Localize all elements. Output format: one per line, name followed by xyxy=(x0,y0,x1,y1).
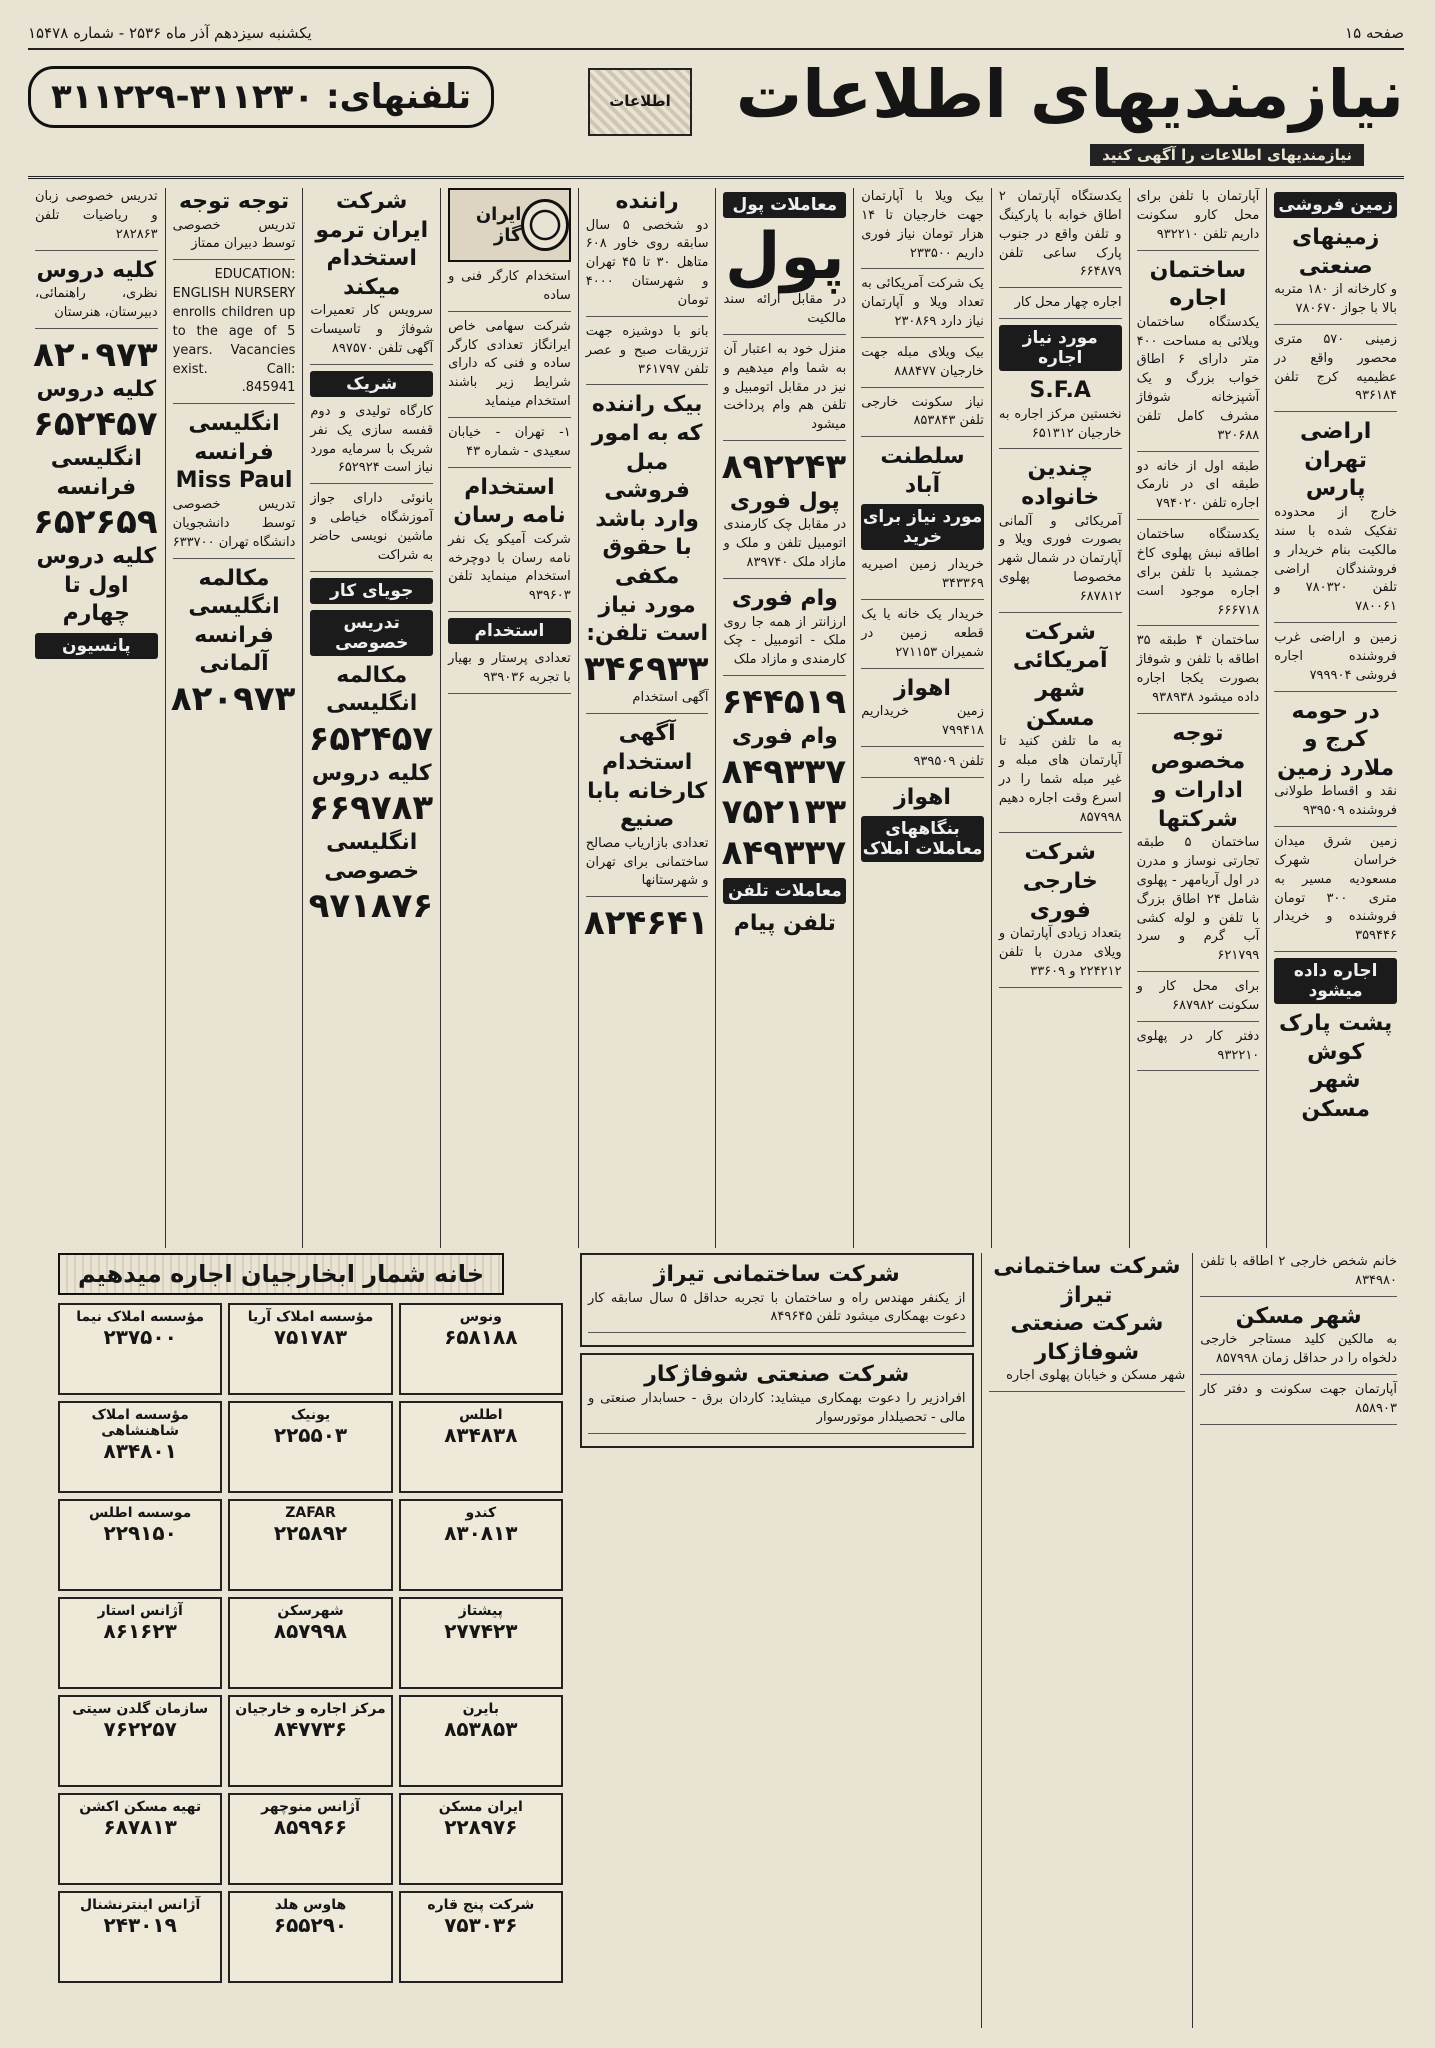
ad-headline: وام فوری xyxy=(731,586,838,612)
bottom-section xyxy=(28,1253,1404,2028)
ad-phone-number: ۸۲۰۹۷۳ xyxy=(33,334,158,375)
agency-phone: ۸۴۷۷۳۶ xyxy=(273,1717,348,1741)
ad-headline: مخصوص ادارات و شرکتها xyxy=(1150,749,1246,832)
bottom-notices-column xyxy=(573,1253,981,2028)
classified-ad: به مالکین کلید مستاجر خارجی دلخواه را در حداقل زمان ۸۵۷۹۹۸ xyxy=(1200,1331,1397,1375)
classified-ad: آپارتمان جهت سکونت و دفتر کار ۸۵۸۹۰۳ xyxy=(1200,1381,1397,1425)
ad-headline: انگلیسی فرانسه Miss Paul xyxy=(175,411,293,494)
agency-phone: ۲۲۹۱۵۰ xyxy=(103,1521,177,1545)
ad-headline: شرکت ایران ترمو استخدام میکند xyxy=(315,189,429,300)
agency-ad xyxy=(228,1597,392,1689)
ad-headline: چندین خانواده xyxy=(1021,456,1100,510)
classified-ad: زمین و اراضی غرب فروشنده اجاره فروشی ۷۹۹۹۰۴ xyxy=(1274,629,1397,692)
ad-headline: راننده xyxy=(615,189,679,214)
classified-ad: زمین خریداریم ۷۹۹۴۱۸ xyxy=(861,703,984,747)
column-c6 xyxy=(578,188,716,1248)
classified-ad: خریدار زمین اصیریه ۳۴۳۳۶۹ xyxy=(861,556,984,600)
agency-phone: ۸۵۷۹۹۸ xyxy=(273,1619,348,1643)
agency-name: موسسه اطلس xyxy=(89,1505,192,1521)
agency-ad xyxy=(58,1597,222,1689)
classified-ad: تدریس خصوصی توسط دبیران ممتاز xyxy=(173,217,296,261)
ad-headline: زمینهای صنعتی xyxy=(1292,225,1380,279)
column-c9 xyxy=(165,188,303,1248)
agency-name: تهیه مسکن اکشن xyxy=(79,1799,202,1815)
classified-ad: طبقه اول از خانه دو طبقه ای در نارمک اجاره تلفن ۷۹۴۰۲۰ xyxy=(1137,458,1260,521)
agency-ad xyxy=(228,1695,392,1787)
ad-headline: شهر مسکن xyxy=(1025,676,1095,731)
ad-headline: کلیه دروس xyxy=(311,760,432,786)
classified-ad: شرکت آمیکو یک نفر نامه رسان با دوچرخه استخدام مینماید تلفن ۹۳۹۶۰۳ xyxy=(448,531,571,612)
ad-headline: صنیع xyxy=(620,807,675,833)
classified-ad: زمینی ۵۷۰ متری محصور واقع در عظیمیه کرج تلفن ۹۳۶۱۸۴ xyxy=(1274,331,1397,412)
category-header: مورد نیاز اجاره xyxy=(999,325,1122,371)
agency-phone: ۸۶۱۶۲۳ xyxy=(103,1619,177,1643)
classified-ad: یک شرکت آمریکائی به تعداد ویلا و آپارتمان نیاز دارد ۲۳۰۸۶۹ xyxy=(861,275,984,338)
logo-caption: ایران گاز xyxy=(475,204,522,246)
classified-ad: تدریس خصوصی زبان و ریاضیات تلفن ۲۸۲۸۶۳ xyxy=(35,188,158,251)
category-header: معاملات تلفن xyxy=(723,878,846,904)
agency-phone: ۲۳۷۵۰۰ xyxy=(103,1325,177,1349)
classified-ad: در مقابل ارائه سند مالکیت xyxy=(723,291,846,335)
notice-title: شرکت صنعتی شوفاژکار xyxy=(644,1362,910,1388)
ad-phone-number: ۶۵۲۶۵۹ xyxy=(33,502,158,543)
classified-columns xyxy=(28,188,1404,1248)
classified-ad: زمین شرق میدان خراسان شهرک مسعودیه مسیر به متری ۳۰۰ تومان فروشنده و خریدار ۳۵۹۴۴۶ xyxy=(1274,833,1397,952)
classified-ad: کارگاه تولیدی و دوم قفسه سازی یک نفر شریک با سرمایه مورد نیاز است ۶۵۲۹۲۴ xyxy=(310,403,433,484)
agency-ad xyxy=(399,1891,563,1983)
classified-ad: ارزانتر از همه جا روی ملک - اتومبیل - چک کارمندی و مازاد ملک xyxy=(723,614,846,677)
classified-ad: شرکت سهامی خاص ایرانگاز تعدادی کارگر ساده و فنی که دارای شرایط زیر باشند استخدام مینماید xyxy=(448,318,571,418)
agency-name: هاوس هلد xyxy=(274,1897,347,1913)
classified-ad: بتعداد زیادی آپارتمان و ویلای مدرن با تلفن ۲۲۴۲۱۲ و ۳۳۶۰۹ xyxy=(999,925,1122,988)
column-c7 xyxy=(440,188,578,1248)
column-c2 xyxy=(1129,188,1267,1248)
agency-name: ونوس xyxy=(459,1309,502,1325)
agency-phone: ۶۵۸۱۸۸ xyxy=(444,1325,518,1349)
gas-flame-icon xyxy=(521,199,568,251)
newspaper-subtitle: نیازمندیهای اطلاعات را آگهی کنید xyxy=(1090,144,1364,166)
classified-ad: خریدار یک خانه یا یک قطعه زمین در شمیران ۲۷۱۱۵۳ xyxy=(861,606,984,669)
classified-ad: دو شخصی ۵ سال سابقه روی خاور ۶۰۸ متاهل ۳۰ تا ۴۵ تهران و شهرستان ۴۰۰۰ تومان xyxy=(586,217,709,317)
agency-ad xyxy=(228,1401,392,1493)
agency-ad xyxy=(58,1793,222,1885)
agency-name: ZAFAR xyxy=(285,1505,336,1521)
column-c4 xyxy=(853,188,991,1248)
classified-ad: سرویس کار تعمیرات شوفاژ و تاسیسات آگهی تلفن ۸۹۷۵۷۰ xyxy=(310,302,433,365)
ad-phone-number: ۳۴۶۹۳۳ xyxy=(583,648,709,689)
classified-ad: در مقابل چک کارمندی اتومبیل تلفن و ملک و مازاد ملک ۸۳۹۷۴۰ xyxy=(723,516,846,579)
ad-phone-number: ۸۹۲۲۴۳ xyxy=(721,447,847,488)
bottom-columns xyxy=(573,1253,1404,2028)
ad-headline: مکالمه انگلیسی فرانسه آلمانی xyxy=(188,565,280,677)
company-logo xyxy=(448,188,571,262)
agency-name: کندو xyxy=(465,1505,497,1521)
classified-ad: یکدستگاه آپارتمان ۲ اطاق خوابه با پارکینگ و تلفن واقع در جنوب پارک ساعی تلفن ۶۶۴۸۷۹ xyxy=(999,188,1122,288)
category-header: بنگاههای معاملات املاک xyxy=(861,816,984,862)
classified-ad: آگهی استخدام xyxy=(586,689,709,714)
agency-phone: ۸۳۴۸۰۱ xyxy=(103,1439,177,1463)
column-c3 xyxy=(991,188,1129,1248)
ad-phone-number: ۸۲۰۹۷۳ xyxy=(170,678,296,719)
ad-headline: شرکت صنعتی شوفاژکار xyxy=(1010,1311,1164,1365)
bottom-column-col_b xyxy=(1192,1253,1404,2028)
ad-phone-number: پول xyxy=(724,220,845,294)
agency-name: شرکت پنج قاره xyxy=(427,1897,535,1913)
category-header: جویای کار xyxy=(310,578,433,604)
classified-ad: خانم شخص خارجی ۲ اطاقه با تلفن ۸۳۴۹۸۰ xyxy=(1200,1253,1397,1297)
ad-headline: انگلیسی فرانسه xyxy=(50,446,142,500)
agency-phone: ۸۳۰۸۱۳ xyxy=(444,1521,518,1545)
agency-name: مرکز اجاره و خارجیان xyxy=(235,1701,386,1717)
category-header: زمین فروشی xyxy=(1274,192,1397,218)
classified-ad: برای محل کار و سکونت ۶۸۷۹۸۲ xyxy=(1137,978,1260,1022)
ad-headline: انگلیسی خصوصی xyxy=(324,830,420,884)
agency-ad xyxy=(399,1695,563,1787)
ad-headline: شهر مسکن xyxy=(1235,1303,1362,1329)
ad-phone-number: ۸۴۹۳۳۷ xyxy=(721,833,847,874)
notice-text: از یکنفر مهندس راه و ساختمان با تجربه حداقل ۵ سال سابقه کار دعوت بهمکاری میشود تلفن ۸۴۹۶۴۵ xyxy=(588,1290,966,1334)
agency-phone: ۲۲۵۵۰۳ xyxy=(273,1423,348,1447)
agency-ad xyxy=(58,1303,222,1395)
ad-headline: در حومه کرج و ملارد زمین xyxy=(1277,698,1395,781)
ad-phone-number: ۶۵۲۴۵۷ xyxy=(308,718,434,759)
column-c1 xyxy=(1266,188,1404,1248)
notice-title: شرکت ساختمانی تیراژ xyxy=(653,1262,900,1287)
ad-headline: کلیه دروس xyxy=(36,257,157,283)
ad-headline: بیک راننده که به امور مبل فروشی وارد باشد با حقوق مکفی مورد نیاز است تلفن: xyxy=(586,392,709,647)
bottom-column-col_a xyxy=(981,1253,1193,2028)
ad-headline: شرکت ساختمانی تیراژ xyxy=(993,1254,1181,1308)
agency-name: آژانس منوچهر xyxy=(261,1799,360,1815)
category-header: معاملات پول xyxy=(723,192,846,218)
agency-ad xyxy=(58,1695,222,1787)
classified-ad: نظری، راهنمائی، دبیرستان، هنرستان xyxy=(35,285,158,329)
classified-ad: به ما تلفن کنید تا آپارتمان های مبله و غیر مبله شما را در اسرع وقت اجاره دهیم ۸۵۷۹۹۸ xyxy=(999,733,1122,833)
ad-headline: اهواز xyxy=(894,784,951,810)
category-header: پانسیون xyxy=(35,633,158,659)
ad-headline: آگهی استخدام کارخانه بابا xyxy=(587,721,708,804)
agency-name: شهرسکن xyxy=(277,1603,344,1619)
agency-phone: ۷۵۱۷۸۳ xyxy=(273,1325,348,1349)
ad-phone-number: ۸۲۴۶۴۱ xyxy=(583,903,709,944)
agency-name: پیشتاز xyxy=(458,1603,503,1619)
ad-headline: شهر مسکن xyxy=(1301,1068,1370,1122)
notice-box xyxy=(580,1353,974,1447)
agency-ad xyxy=(58,1401,222,1493)
category-header: تدریس خصوصی xyxy=(310,610,433,656)
classified-ad: بیک ویلا با آپارتمان جهت خارجیان تا ۱۴ هزار تومان نیاز فوری داریم ۲۳۳۵۰۰ xyxy=(861,188,984,269)
classified-ad: نقد و اقساط طولانی فروشنده ۹۳۹۵۰۹ xyxy=(1274,783,1397,827)
ad-headline: ساختمان اجاره xyxy=(1149,257,1247,312)
notice-text: افرادزیر را دعوت بهمکاری میشاید: کاردان برق - حسابدار صنعتی و مالی - تحصیلدار موتورسوار xyxy=(588,1390,966,1434)
agency-name: آژانس اینترنشنال xyxy=(79,1897,201,1913)
classified-ad: ساختمان ۵ طبقه تجارتی نوساز و مدرن در اول آریامهر - پهلوی شامل ۲۴ اطاق بزرگ با تلفن و لوله کشی آب گرم و سرد ۶۲۱۷۹۹ xyxy=(1137,834,1260,972)
ad-headline: تلفن پیام xyxy=(733,910,836,936)
classified-ad: تلفن ۹۳۹۵۰۹ xyxy=(861,753,984,778)
agency-phone: ۲۴۳۰۱۹ xyxy=(103,1913,177,1937)
ad-phone-number: ۹۷۱۸۷۶ xyxy=(308,886,434,927)
agency-name: مؤسسه املاک نیما xyxy=(76,1309,205,1325)
classified-ad: یکدستگاه ساختمان ویلائی به مساحت ۴۰۰ متر دارای ۶ اطاق خواب بزرگ و یک آشپزخانه شوفاژ مشرف کامل تلفن ۳۲۰۶۸۸ xyxy=(1137,314,1260,452)
agency-phone: ۸۳۴۸۳۸ xyxy=(444,1423,518,1447)
classified-ad: منزل خود به اعتبار آن به شما وام میدهیم و نیز در مقابل اتومبیل و تلفن هم وام پرداخت میشود xyxy=(723,341,846,441)
agency-name: یونیک xyxy=(290,1407,331,1423)
ad-headline: اراضی تهران پارس xyxy=(1300,419,1372,502)
classified-ad: آمریکائی و آلمانی بصورت فوری ویلا و آپارتمان در شمال شهر مخصوصا پهلوی ۶۸۷۸۱۲ xyxy=(999,513,1122,613)
ad-headline: توجه توجه xyxy=(178,189,290,214)
ad-headline: کلیه دروس اول تا چهارم xyxy=(36,543,157,627)
classified-ad: تعدادی پرستار و بهیار با تجربه ۹۳۹۰۳۶ xyxy=(448,650,571,694)
classified-ad: بانوئی دارای جواز آموزشگاه خیاطی و ماشین نویسی حاضر به شراکت xyxy=(310,490,433,571)
classified-ad: بیک ویلای مبله جهت خارجیان ۸۸۸۴۷۷ xyxy=(861,344,984,388)
classified-ad: یکدستگاه ساختمان اطاقه نبش پهلوی کاخ جمشید با تلفن برای اجاره موجود است ۶۶۶۷۱۸ xyxy=(1137,526,1260,626)
newspaper-logo: اطلاعات xyxy=(588,68,692,136)
classified-ad: تدریس خصوصی توسط دانشجویان دانشگاه تهران ۶۳۳۷۰۰ xyxy=(173,496,296,559)
category-header: اجاره داده میشود xyxy=(1274,958,1397,1004)
agency-name: ایران مسکن xyxy=(438,1799,523,1815)
agency-name: مؤسسه املاک آریا xyxy=(247,1309,374,1325)
ad-headline: پول فوری xyxy=(729,488,840,514)
ad-headline: شرکت خارجی فوری xyxy=(1022,840,1098,923)
ad-headline: پشت پارک کوش xyxy=(1278,1011,1393,1065)
agency-phone: ۷۶۲۲۵۷ xyxy=(103,1717,177,1741)
dateline-bar xyxy=(28,18,1404,50)
agency-name: آژانس استار xyxy=(97,1603,183,1619)
classified-ad: آپارتمان با تلفن برای محل کارو سکونت داریم تلفن ۹۳۲۲۱۰ xyxy=(1137,188,1260,251)
column-c8 xyxy=(302,188,440,1248)
agency-ad xyxy=(58,1499,222,1591)
ad-phone-number: ۶۵۲۴۵۷ xyxy=(33,404,158,445)
agency-ad xyxy=(399,1303,563,1395)
category-header: استخدام xyxy=(448,618,571,644)
agency-ad xyxy=(399,1499,563,1591)
ad-headline: استخدام نامه رسان xyxy=(453,474,566,529)
agency-phone: ۲۲۸۹۷۶ xyxy=(444,1815,518,1839)
ad-phone-number: ۶۶۹۷۸۳ xyxy=(308,788,434,829)
ad-headline: اهواز xyxy=(894,675,951,701)
agency-ad xyxy=(399,1401,563,1493)
agency-ad xyxy=(228,1793,392,1885)
agency-phone: ۸۵۳۸۵۳ xyxy=(444,1717,518,1741)
classified-ad: اجاره چهار محل کار xyxy=(999,294,1122,319)
masthead xyxy=(28,56,1404,179)
classified-ad: نخستین مرکز اجاره به خارجیان ۶۵۱۳۱۲ xyxy=(999,406,1122,450)
agency-phone: ۶۸۷۸۱۳ xyxy=(103,1815,177,1839)
column-c10 xyxy=(28,188,165,1248)
agency-ad xyxy=(399,1597,563,1689)
category-header: شریک xyxy=(310,371,433,397)
newspaper-page xyxy=(28,18,1404,2028)
notice-box xyxy=(580,1253,974,1347)
classified-ad: تعدادی بازاریاب مصالح ساختمانی برای تهران و شهرستانها xyxy=(586,835,709,898)
agency-name: بایرن xyxy=(462,1701,500,1717)
agency-phone: ۷۵۳۰۳۶ xyxy=(444,1913,518,1937)
agency-ad xyxy=(58,1891,222,1983)
ad-headline: S.F.A xyxy=(1029,378,1091,404)
agency-phone: ۸۵۹۹۶۶ xyxy=(273,1815,348,1839)
classified-ad: بانو با دوشیزه جهت تزریقات صبح و عصر تلفن ۳۶۱۷۹۷ xyxy=(586,323,709,386)
agency-name: مؤسسه املاک شاهنشاهی xyxy=(91,1407,189,1439)
agency-name: اطلس xyxy=(459,1407,503,1423)
newspaper-title: نیازمندیهای اطلاعات xyxy=(735,56,1404,133)
agency-phone: ۲۲۵۸۹۲ xyxy=(273,1521,348,1545)
page-number: صفحه ۱۵ xyxy=(1345,24,1404,42)
classified-ad: و کارخانه از ۱۸۰ متربه بالا با جواز ۷۸۰۶۷۰ xyxy=(1274,281,1397,325)
ad-headline: سلطنت آباد xyxy=(880,444,965,498)
ad-phone-number: ۶۴۴۵۱۹ xyxy=(721,682,847,723)
agency-ad xyxy=(228,1499,392,1591)
agency-grid xyxy=(58,1303,563,2028)
classified-ad: خارج از محدوده تفکیک شده با سند مالکیت بنام خریدار و فروشندگان اراضی تلفن ۷۸۰۳۲۰ و ۷۸۰۰۶۱ xyxy=(1274,504,1397,623)
dateline: یکشنبه سیزدهم آذر ماه ۲۵۳۶ - شماره ۱۵۴۷۸ xyxy=(28,24,312,42)
column-c5 xyxy=(715,188,853,1248)
agency-phone: ۲۷۷۴۲۳ xyxy=(444,1619,518,1643)
agency-phone: ۶۵۵۲۹۰ xyxy=(273,1913,348,1937)
ad-phone-number: ۸۴۹۳۳۷ xyxy=(721,751,847,792)
foreign-rentals-banner: خانه شمار ابخارجیان اجاره میدهیم xyxy=(58,1253,504,1295)
classified-ad: شهر مسکن و خیابان پهلوی اجاره xyxy=(989,1367,1186,1392)
classified-ad: دفتر کار در پهلوی ۹۳۲۲۱۰ xyxy=(1137,1028,1260,1072)
ad-phone-number: ۷۵۲۱۳۳ xyxy=(721,792,847,833)
ad-headline: کلیه دروس xyxy=(36,376,157,402)
ad-headline: مکالمه انگلیسی xyxy=(326,662,418,717)
classified-ad: EDUCATION: ENGLISH NURSERY enrolls children up to the age of 5 years. Vacancies exist. Call: 845941. xyxy=(173,266,296,404)
agency-ad xyxy=(228,1891,392,1983)
ad-headline: توجه xyxy=(1172,720,1224,746)
ad-headline: وام فوری xyxy=(731,723,838,749)
agency-name: سازمان گلدن سیتی xyxy=(72,1701,209,1717)
agency-ad xyxy=(228,1303,392,1395)
ad-headline: شرکت آمریکائی xyxy=(1012,619,1108,674)
classified-ad: استخدام کارگر فنی و ساده xyxy=(448,268,571,312)
agency-ad xyxy=(399,1793,563,1885)
category-header: مورد نیاز برای خرید xyxy=(861,504,984,550)
phone-numbers: تلفنهای: ۳۱۱۲۳۰-۳۱۱۲۲۹ xyxy=(28,66,494,128)
classified-ad: ۱- تهران - خیابان سعیدی - شماره ۴۳ xyxy=(448,424,571,468)
classified-ad: نیاز سکونت خارجی تلفن ۸۵۳۸۴۳ xyxy=(861,394,984,438)
classified-ad: ساختمان ۴ طبقه ۳۵ اطاقه با تلفن و شوفاژ بصورت یکجا اجاره داده میشود ۹۳۸۹۳۸ xyxy=(1137,632,1260,713)
